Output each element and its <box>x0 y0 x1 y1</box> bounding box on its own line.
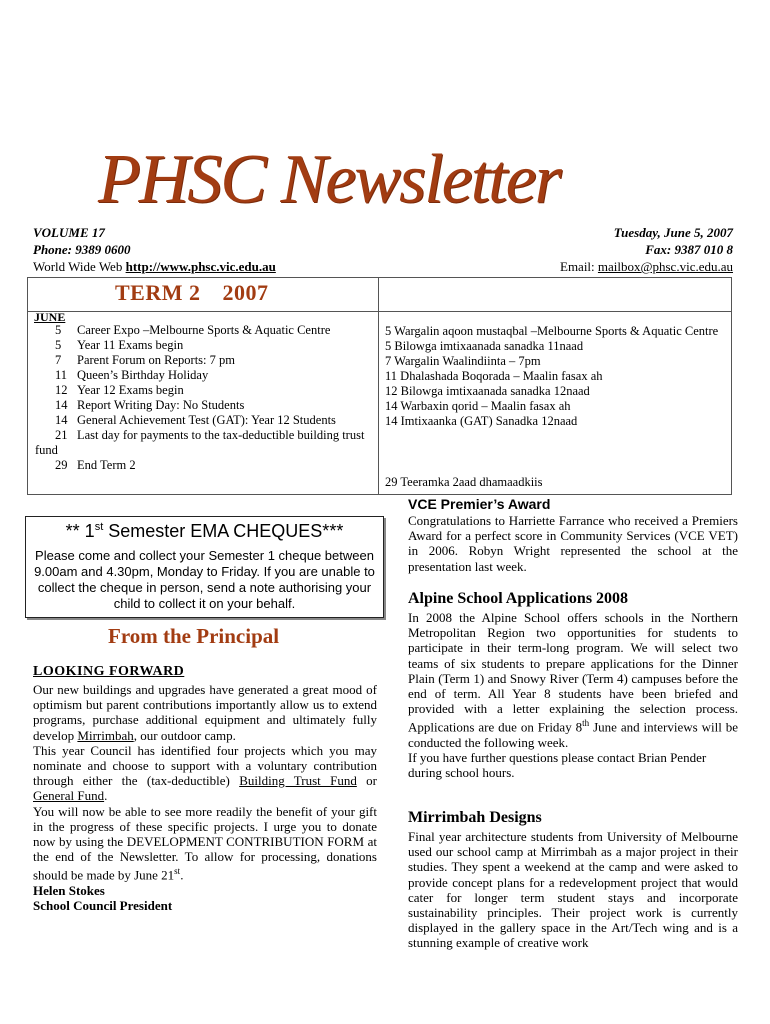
signature-name: Helen Stokes <box>33 882 105 898</box>
calendar-english-list <box>35 323 373 473</box>
calendar-day: 14 <box>55 413 68 427</box>
calendar-somali-item: 14 Warbaxin qorid – Maalin fasax ah <box>385 399 571 413</box>
text-run: This year Council has identified four projects which you may nominate and choose to support with a voluntary contribution through either the (tax-deductible) <box>33 742 377 789</box>
text-run: Our new buildings and upgrades have generated a great mood of optimism but parent contributions importantly allow us to extend programs, purchase additional equipment and ultimately fully develop <box>33 682 377 743</box>
header-right <box>400 224 733 275</box>
ema-cheque-title <box>26 521 383 542</box>
text-run: th <box>582 718 590 729</box>
calendar-day: 12 <box>55 383 68 397</box>
calendar-divider-horizontal <box>27 311 732 312</box>
ema-cheque-notice <box>25 516 384 618</box>
calendar-event: Last day for payments to the tax-deductible building trust fund <box>35 428 365 457</box>
principal-paragraph <box>33 804 377 883</box>
calendar-item <box>35 398 373 413</box>
email-label: Email: <box>560 259 598 274</box>
text-run: . <box>180 867 184 883</box>
calendar-day: 5 <box>55 338 62 352</box>
text-run: In 2008 the Alpine School offers schools in the Northern Metropolitan Region two opportunities for students to participate in their term-long program. We will select two teams of six students to prepare applications for the Dinner Plain (Term 1) and Snowy River (Term 4) campuses before the end of term. All Year 8 students have been briefed and provided with a letter explaining the selection process. Applications are due on Friday 8 <box>408 610 738 735</box>
text-run: . <box>104 788 108 804</box>
text-run: st <box>174 866 181 877</box>
calendar-item <box>35 338 373 353</box>
principal-paragraph <box>33 682 377 743</box>
calendar-event: Queen’s Birthday Holiday <box>77 368 209 382</box>
text-run: June and interviews will be conducted the following week. <box>408 719 738 750</box>
calendar-day: 11 <box>55 368 68 382</box>
alpine-paragraph: If you have further questions please contact Brian Pender during school hours. <box>408 750 707 781</box>
mirrimbah-link[interactable]: Mirrimbah <box>77 727 134 743</box>
alpine-paragraph <box>408 610 738 750</box>
calendar-day: 5 <box>55 323 62 337</box>
calendar-somali-item: 12 Bilowga imtixaanada sanadka 12naad <box>385 384 590 398</box>
calendar-somali-item: 5 Bilowga imtixaanada sanadka 11naad <box>385 339 584 353</box>
text-run: You will now be able to see more readily the benefit of your gift in the progress of these specific projects. I urge you to donate now by using the DEVELOPMENT CONTRIBUTION FORM at the end of the Newsletter. To allow for processing, donations should be made by June 21 <box>33 803 377 883</box>
fax-label: Fax: 9387 010 8 <box>645 242 733 257</box>
calendar-day: 14 <box>55 398 68 412</box>
text-run: , our outdoor camp. <box>133 727 236 743</box>
principal-paragraph <box>33 743 377 804</box>
calendar-event: Parent Forum on Reports: 7 pm <box>77 353 235 367</box>
issue-date: Tuesday, June 5, 2007 <box>613 225 733 240</box>
alpine-body <box>408 610 738 781</box>
mirrimbah-heading: Mirrimbah Designs <box>408 809 542 826</box>
building-trust-fund-link[interactable]: Building Trust Fund <box>239 773 357 789</box>
text-run: or <box>356 773 377 789</box>
header-left <box>33 224 393 275</box>
calendar-day: 7 <box>55 353 62 367</box>
calendar-event: General Achievement Test (GAT): Year 12 Students <box>77 413 336 427</box>
calendar-day: 21 <box>55 428 68 442</box>
calendar-item <box>35 458 373 473</box>
web-label: World Wide Web <box>33 259 126 274</box>
looking-forward-heading: LOOKING FORWARD <box>33 664 185 679</box>
ema-title-pre: ** 1 <box>65 521 95 541</box>
calendar-item <box>35 353 373 368</box>
calendar-somali-item: 5 Wargalin aqoon mustaqbal –Melbourne Sports & Aquatic Centre <box>385 324 719 338</box>
month-label: JUNE <box>34 310 66 324</box>
calendar-somali-item: 7 Wargalin Waalindiinta – 7pm <box>385 354 541 368</box>
calendar-somali-item: 29 Teeramka 2aad dhamaadkiis <box>385 475 543 489</box>
calendar-event: Career Expo –Melbourne Sports & Aquatic Centre <box>77 323 331 337</box>
calendar-event: Report Writing Day: No Students <box>77 398 245 412</box>
ema-cheque-body: Please come and collect your Semester 1 cheque between 9.00am and 4.30pm, Monday to Friday. If you are unable to collect the cheque in person, send a note authorising your child to collect it on your behalf. <box>34 548 375 611</box>
calendar-divider-vertical <box>378 277 379 495</box>
calendar-event: End Term 2 <box>77 458 136 472</box>
calendar-event: Year 11 Exams begin <box>77 338 184 352</box>
calendar-item <box>35 383 373 398</box>
term-year: 2007 <box>222 280 269 305</box>
website-link[interactable]: http://www.phsc.vic.edu.au <box>125 259 276 274</box>
calendar-item <box>35 428 373 458</box>
calendar-somali-item: 11 Dhalashada Boqorada – Maalin fasax ah <box>385 369 603 383</box>
vce-award-heading: VCE Premier’s Award <box>408 496 551 512</box>
volume-label: VOLUME 17 <box>33 225 105 240</box>
mirrimbah-body: Final year architecture students from University of Melbourne used our school camp at Mirrimbah as a major project in their studies. They spent a weekend at the camp and were asked to provide concept plans for a redevelopment project that would cater for longer term student stays and incorporate sustainability principles. Their project work is currently displayed in the gallery space in the Art/Tech wing and is a stunning example of creative work <box>408 829 738 951</box>
ema-title-post: Semester EMA CHEQUES*** <box>103 521 344 541</box>
general-fund-link[interactable]: General Fund <box>33 788 105 804</box>
calendar-item <box>35 368 373 383</box>
calendar-item <box>35 413 373 428</box>
alpine-heading: Alpine School Applications 2008 <box>408 590 629 607</box>
term-heading <box>115 280 269 306</box>
email-link[interactable]: mailbox@phsc.vic.edu.au <box>597 259 733 274</box>
ema-title-sup: st <box>94 521 104 533</box>
calendar-item <box>35 323 373 338</box>
term-label: TERM 2 <box>115 280 201 305</box>
signature-title: School Council President <box>33 898 173 914</box>
calendar-somali-item: 14 Imtixaanka (GAT) Sanadka 12naad <box>385 414 578 428</box>
phone-label: Phone: 9389 0600 <box>33 242 131 257</box>
principal-heading: From the Principal <box>108 624 280 648</box>
vce-award-body: Congratulations to Harriette Farrance who received a Premiers Award for a perfect score in Community Services (VCE VET) in 2006. Robyn Wright represented the school at the presentation last week. <box>408 513 738 574</box>
calendar-day: 29 <box>55 458 68 472</box>
calendar-somali-list <box>385 324 725 489</box>
calendar-event: Year 12 Exams begin <box>77 383 184 397</box>
newsletter-masthead: PHSC Newsletter <box>98 141 560 218</box>
principal-body <box>33 682 377 913</box>
